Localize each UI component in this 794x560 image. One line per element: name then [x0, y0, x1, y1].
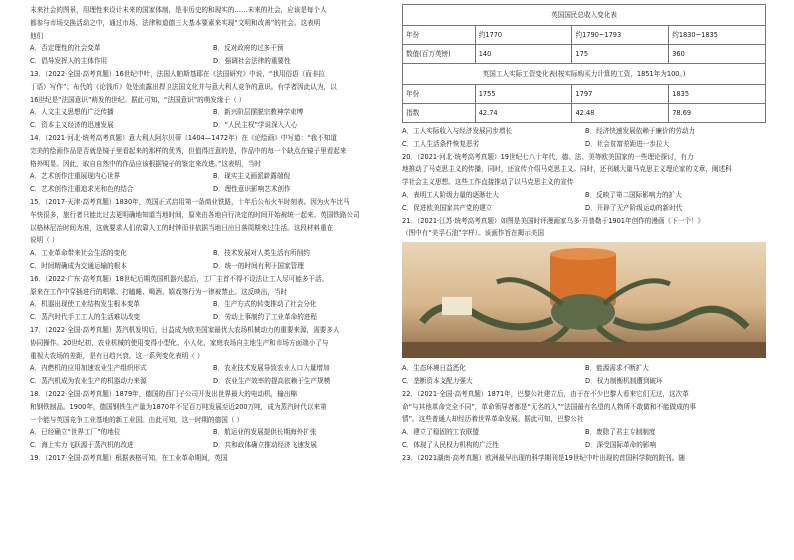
option-row [30, 247, 396, 260]
option-b: D．强调社会法律的重要性 [213, 57, 291, 66]
option-a: C．垄断资本支配力强大 [402, 376, 473, 385]
option-a: C．蒸汽机成为农业生产的机器动力来源 [30, 377, 147, 386]
text-line: 21．（2021·江苏·统考高考真题）如图是美国时评漫画家乌多·开普勒于1901年创作的漫画《下一个！》 [402, 216, 705, 225]
table-cell: 1755 [475, 85, 572, 104]
table-title: 英国国民总收入变化表 [403, 5, 766, 26]
option-row [30, 119, 396, 132]
table-cell: 42.48 [572, 104, 669, 123]
table-cell: 78.69 [669, 104, 766, 123]
text-line: 格外明显。因此，取自自然中的作品应该根据镜子的鉴定来改进。”这表明，当时 [30, 159, 261, 168]
option-b: B．现实主义画派崭露端倪 [213, 172, 291, 181]
option-row [30, 298, 396, 311]
option-a: A．人文主义思想的广泛传播 [30, 108, 114, 117]
text-line: 都参与市场交换活动之中，通过市场、法律和道德三大基本要素来实现“文明和改善”的社会。这表明 [30, 18, 321, 27]
table-cell: 42.74 [475, 104, 572, 123]
option-b: B．废除了君主专制制度 [585, 428, 656, 437]
text-line: 16世纪是“法国意识”萌发的世纪。据此可知，“法国意识”的萌发缘于（ ） [30, 95, 246, 104]
option-b: D．劳动上事制约了工业革命的进程 [213, 313, 317, 322]
option-a: A．艺术创作注重展现内心世界 [30, 172, 121, 181]
option-row [30, 106, 396, 119]
option-row [30, 55, 396, 68]
text-line: 命“与其他革命完全不同”，革命领导者都是“无名的人”“法国最有名望的人物所不敢做和不能做成的事 [402, 402, 697, 411]
table-cell: 1835 [669, 85, 766, 104]
text-line: 14．（2021·河北·统考高考真题）意大利人阿尔贝蒂（1404—1472年）在《论绘画》中写道：“我不知道 [30, 133, 338, 142]
capitol-building [442, 297, 472, 315]
option-b: B．新兴阶层摆脱宗教神学束缚 [213, 108, 304, 117]
cartoon-image [402, 242, 766, 358]
option-a: A．否定理性的社会变革 [30, 44, 101, 53]
option-row [402, 362, 768, 375]
text-line: 丁语）写作”；布代的《论钱币》处处流露出捍卫法国文化并与意大利人竞争的意识。有学者因此认为，以 [30, 82, 337, 91]
text-line: （图中有“美孚石油”字样）。该画作旨在揭示美国 [402, 229, 544, 238]
option-b: B．反对政府的过多干预 [213, 44, 284, 53]
tank-top [550, 248, 616, 260]
option-a: A．生态环境日益恶化 [402, 364, 466, 373]
option-b: B．反映了第二国际影响力的扩大 [585, 190, 682, 199]
option-row [402, 202, 768, 215]
option-b: D．农业生产效率的提高依赖于生产规模 [213, 377, 331, 386]
option-row [30, 42, 396, 55]
option-a: C．时间精确成为交通运输的根本 [30, 261, 127, 270]
option-a: C．艺术创作注重追求光和色的结合 [30, 185, 134, 194]
table-cell: 指数 [403, 104, 476, 123]
option-row [30, 375, 396, 388]
table-row [403, 26, 766, 45]
text-line: 22．（2021·全国·高考真题）1871年，巴黎公社建立后，由于在不少巴黎人看来它们无过，这次革 [402, 389, 689, 398]
text-line: 车快很多，旅行者只能比过去更明确地知道当地时间，原来由各地自行决定的时间开始被统一起来。英国铁路公司 [30, 210, 360, 219]
text-line: 学社会主义思想。这些工作直接推动了以马克思主义的宣传 [402, 178, 574, 187]
option-b: D．权力制衡机制遭到破坏 [585, 376, 663, 385]
option-row [30, 183, 396, 196]
option-b: D．深受国际革命的影响 [585, 440, 657, 449]
table-cell: 年份 [403, 85, 476, 104]
option-a: C．促进欧美国家共产党的建立 [402, 203, 493, 212]
ground [402, 342, 766, 358]
table-cell: 1797 [572, 85, 669, 104]
table-cell: 约1770 [475, 26, 572, 45]
option-a: C．体现了人民权力机构的广泛性 [402, 440, 499, 449]
text-line: 未来社会的图景，用理性来设计未来的国家体制，是非历史的和现实的……未来的社会，应该是每个人 [30, 6, 327, 14]
option-row [402, 189, 768, 202]
option-a: A．机器出现使工业结构发生根本变革 [30, 300, 141, 309]
option-row [402, 125, 768, 138]
option-b: D．理性意识影响艺术创作 [213, 185, 291, 194]
text-line: 重视大农场的差距，是有日趋兴衰。这一系列变化表明（ ） [30, 351, 204, 360]
text-line: 原来在工作中穿插进行的唱歌、打瞌睡、喝酒、嬉戏等行为一律被禁止。这反映出，当时 [30, 287, 288, 296]
table-row [403, 45, 766, 64]
option-b: D．社会贫富差距进一步拉大 [585, 139, 670, 148]
table-cell: 约1830~1835 [669, 26, 766, 45]
tentacle [614, 309, 747, 327]
table-row [403, 85, 766, 104]
option-a: A．表明工人阶级力量的逐渐壮大 [402, 190, 499, 199]
option-b: D．统一的时间有利于国家管理 [213, 261, 304, 270]
text-line: 以格林尼治时间为准，这就要求人们依靠人工的时钟而非依据当地日出日落周期来过生活。这段材料重在 [30, 223, 334, 232]
option-a: C．倡导发挥人的主体作用 [30, 57, 108, 66]
table-title: 英国工人实际工资变化表(按实际购买力计算的工资，1851年为100。) [403, 64, 766, 85]
text-line: 完美的绘画作品是否就是镜子里看起来的那样的优秀，但值得注意的是，作品中的每一个缺点在镜子里看起来 [30, 146, 347, 155]
option-b: D．共和政体确立推动经济飞速发展 [213, 441, 317, 450]
text-line: 18．（2022·全国·高考真题）1879年，德国的西门子公司开发出世界最大的电动机，输出棉 [30, 389, 298, 398]
option-b: D．开辟了无产阶级运动的新时代 [585, 203, 683, 212]
text-line: 20．（2021·河北·统考高考真题）19世纪七八十年代，德、法、美等欧美国家的一些理论探讨，有力 [402, 152, 694, 161]
table-cell: 140 [475, 45, 572, 64]
text-line: 16．（2022·广东·高考真题）18世纪后期英国机器兴起后，工厂主首不得不设法让工人尽可能多干活。 [30, 274, 329, 283]
table-cell: 年份 [403, 26, 476, 45]
table-row [403, 104, 766, 123]
option-row [402, 375, 768, 388]
option-a: A．已经确立“世界工厂”的地位 [30, 428, 121, 437]
text-line: 情”。这些普通人却经历着世界革命发展。据此可知，巴黎公社 [402, 415, 584, 424]
tentacle [422, 307, 552, 328]
option-b: B．能源需求不断扩大 [585, 364, 649, 373]
table-cell: 360 [669, 45, 766, 64]
option-row [30, 439, 396, 452]
option-b: B．生产方式的转变推动了社会分化 [213, 300, 317, 309]
octopus-head [551, 294, 615, 330]
option-a: A．内燃机的应用加速农业生产组织形式 [30, 364, 147, 373]
option-row [402, 426, 768, 439]
option-b: D．“人民主权”学说深入人心 [213, 121, 298, 130]
text-line: 17．（2022·全国·高考真题）蒸汽机发明后，日益成为欧美国家最优大农场机械动力的重要来源，需要多人 [30, 325, 340, 334]
text-line: 13．（2022·全国·高考真题）16世纪中叶，法国人帕斯基耶在《法国研究》中说，“我用俗语（而非拉 [30, 69, 326, 78]
option-row [30, 260, 396, 273]
option-b: B．技术发展对人类生活有所削约 [213, 249, 310, 258]
text-line: 地推动了马克思主义的传播，同时，还宣传介绍马克思主义。同时，还刊载大量马克思主义理论家的文章，阐述科 [402, 165, 732, 174]
option-row [30, 170, 396, 183]
option-b: B．经济快速发展依赖于廉价的劳动力 [585, 127, 696, 135]
text-line: 23．（2021湖南·高考真题）欧洲最早出现的科学期刊是19世纪中叶出现的首国科学院的院刊。随 [402, 453, 685, 462]
income-table [402, 4, 766, 64]
text-line: 协同操作。20世纪初，农业机械的使用变得小型化、小人化，家庭农场自主地生产和市场方面端小了与 [30, 338, 329, 347]
text-line: 15．（2017·天津·高考真题）1830年，英国正式启用第一条商业铁路，十年后公布火车时刻表。因为火车比马 [30, 197, 350, 206]
option-row [30, 311, 396, 324]
text-line: 19．（2017·全国·高考真题）根据表格可知，在工业革命期间，英国 [30, 453, 228, 462]
text-line: 一个能与英国竞争工业基地的新工业国。由此可知，这一时期的德国（ ） [30, 415, 244, 424]
option-row [30, 362, 396, 375]
option-a: A．工业革命带来社会生活的变化 [30, 249, 127, 258]
option-a: A．建立了稳固的工农联盟 [402, 428, 480, 437]
table-cell: 数值(百万英镑) [403, 45, 476, 64]
table-cell: 175 [572, 45, 669, 64]
text-line: 说明（ ） [30, 236, 59, 245]
text-line: 和钢铁制品。1900年，德国钢铁生产量为1870年不足百万吨发展至近200万吨，成为蒸汽时代以来第 [30, 402, 327, 411]
option-b: B．农业技术发展导致农业人口大量增加 [213, 364, 330, 373]
table-cell: 约1790~1793 [572, 26, 669, 45]
option-a: C．蒸汽时代手工工人的生活难以改变 [30, 313, 141, 322]
wage-table [402, 63, 766, 123]
option-b: B．航运业的发展提供长期海外扩张 [213, 428, 317, 437]
option-a: C．工人生活条件恢复恶劣 [402, 139, 480, 148]
option-row [402, 138, 768, 151]
option-row [402, 439, 768, 452]
option-a: C．海上实力飞跃源于蒸汽机的改进 [30, 441, 134, 450]
left-column [30, 4, 396, 465]
option-a: C．资本主义经济的迅速发展 [30, 121, 114, 130]
text-line: 他们 [30, 31, 44, 40]
option-row [30, 426, 396, 439]
option-a: A．工人实际收入与经济发展同步增长 [402, 127, 513, 135]
right-column [402, 4, 768, 465]
